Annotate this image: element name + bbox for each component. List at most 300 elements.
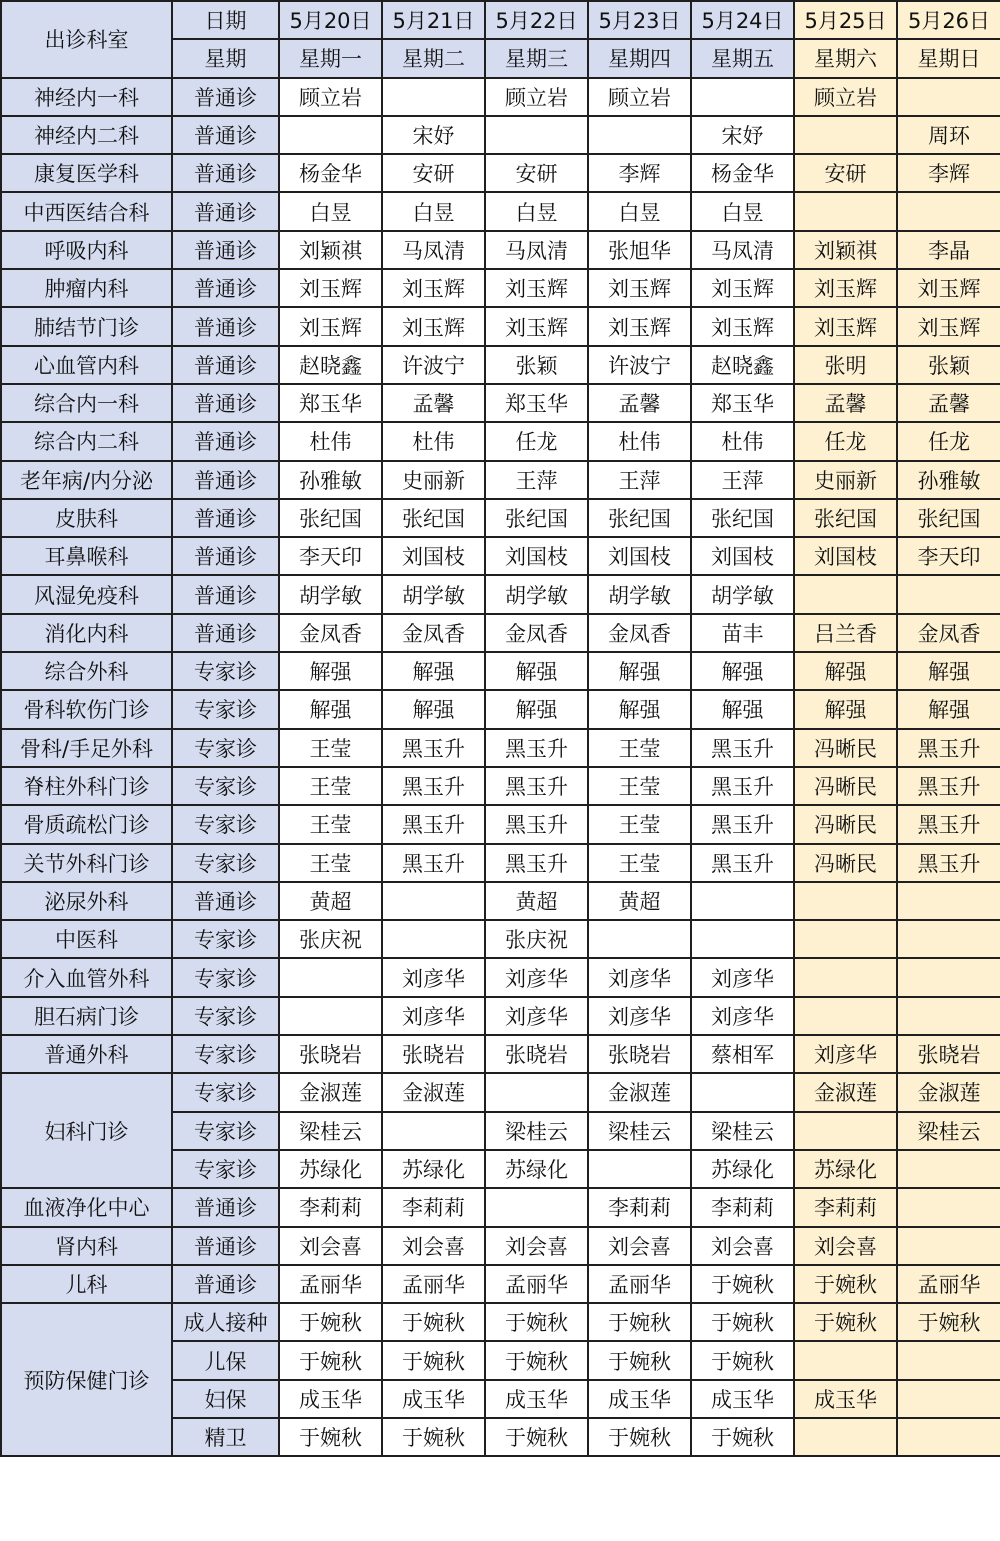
clinic-type: 普通诊 <box>172 537 279 575</box>
schedule-row <box>1 461 1000 499</box>
doctor-cell: 宋妤 <box>691 116 794 154</box>
clinic-type: 专家诊 <box>172 997 279 1035</box>
doctor-cell: 于婉秋 <box>382 1341 485 1379</box>
doctor-cell: 刘玉辉 <box>794 269 897 307</box>
doctor-cell: 刘彦华 <box>485 997 588 1035</box>
doctor-cell <box>794 1112 897 1150</box>
doctor-cell: 于婉秋 <box>794 1265 897 1303</box>
doctor-cell: 于婉秋 <box>279 1418 382 1456</box>
doctor-cell: 许波宁 <box>588 346 691 384</box>
doctor-cell: 解强 <box>897 652 1000 690</box>
department-name: 预防保健门诊 <box>1 1303 172 1456</box>
department-name: 妇科门诊 <box>1 1073 172 1188</box>
doctor-cell: 黑玉升 <box>897 844 1000 882</box>
doctor-cell <box>794 997 897 1035</box>
doctor-cell: 王萍 <box>485 461 588 499</box>
doctor-cell: 安研 <box>485 154 588 192</box>
doctor-cell: 孟馨 <box>382 384 485 422</box>
doctor-cell: 孟馨 <box>588 384 691 422</box>
doctor-cell: 刘玉辉 <box>485 269 588 307</box>
doctor-cell: 张庆祝 <box>279 920 382 958</box>
doctor-cell: 于婉秋 <box>485 1303 588 1341</box>
doctor-cell: 金淑莲 <box>382 1073 485 1111</box>
doctor-cell: 刘彦华 <box>691 958 794 996</box>
doctor-cell: 宋妤 <box>382 116 485 154</box>
doctor-cell <box>588 920 691 958</box>
doctor-cell: 黑玉升 <box>382 805 485 843</box>
department-name: 介入血管外科 <box>1 958 172 996</box>
doctor-cell: 解强 <box>691 652 794 690</box>
doctor-cell: 黄超 <box>279 882 382 920</box>
doctor-cell: 张纪国 <box>279 499 382 537</box>
doctor-cell: 梁桂云 <box>485 1112 588 1150</box>
doctor-cell: 孟丽华 <box>279 1265 382 1303</box>
doctor-cell: 郑玉华 <box>485 384 588 422</box>
doctor-cell: 白昱 <box>691 192 794 230</box>
doctor-cell: 于婉秋 <box>279 1303 382 1341</box>
doctor-cell: 黑玉升 <box>691 805 794 843</box>
doctor-cell: 苗丰 <box>691 614 794 652</box>
doctor-cell: 张颖 <box>485 346 588 384</box>
weekday-header: 星期四 <box>588 39 691 77</box>
doctor-cell <box>382 882 485 920</box>
doctor-cell: 张旭华 <box>588 231 691 269</box>
clinic-type: 普通诊 <box>172 614 279 652</box>
doctor-cell: 李莉莉 <box>794 1188 897 1226</box>
doctor-cell: 白昱 <box>382 192 485 230</box>
doctor-cell: 李莉莉 <box>691 1188 794 1226</box>
doctor-cell: 刘会喜 <box>485 1227 588 1265</box>
dept-column-header: 出诊科室 <box>1 1 172 78</box>
doctor-cell: 顾立岩 <box>794 78 897 116</box>
doctor-cell <box>794 1341 897 1379</box>
doctor-cell <box>485 1188 588 1226</box>
department-name: 心血管内科 <box>1 346 172 384</box>
weekday-header: 星期一 <box>279 39 382 77</box>
doctor-cell: 成玉华 <box>691 1380 794 1418</box>
doctor-cell <box>794 882 897 920</box>
doctor-cell: 蔡相军 <box>691 1035 794 1073</box>
doctor-cell: 刘国枝 <box>588 537 691 575</box>
doctor-cell: 刘颖祺 <box>279 231 382 269</box>
doctor-cell: 黑玉升 <box>897 729 1000 767</box>
schedule-row <box>1 690 1000 728</box>
doctor-cell <box>794 575 897 613</box>
department-name: 耳鼻喉科 <box>1 537 172 575</box>
doctor-cell: 解强 <box>588 652 691 690</box>
clinic-type: 普通诊 <box>172 499 279 537</box>
clinic-type: 普通诊 <box>172 346 279 384</box>
doctor-cell: 孟馨 <box>794 384 897 422</box>
doctor-cell: 张纪国 <box>897 499 1000 537</box>
doctor-cell: 黑玉升 <box>897 805 1000 843</box>
schedule-row <box>1 767 1000 805</box>
doctor-cell: 冯晰民 <box>794 805 897 843</box>
doctor-cell: 于婉秋 <box>691 1418 794 1456</box>
date-header: 5月23日 <box>588 1 691 39</box>
doctor-cell <box>897 1188 1000 1226</box>
doctor-cell: 于婉秋 <box>794 1303 897 1341</box>
doctor-cell: 刘国枝 <box>794 537 897 575</box>
doctor-cell: 王萍 <box>588 461 691 499</box>
doctor-cell: 金淑莲 <box>794 1073 897 1111</box>
weekday-header: 星期日 <box>897 39 1000 77</box>
doctor-cell: 黑玉升 <box>382 844 485 882</box>
doctor-cell: 黑玉升 <box>691 767 794 805</box>
date-header: 5月25日 <box>794 1 897 39</box>
doctor-cell <box>279 116 382 154</box>
doctor-cell: 吕兰香 <box>794 614 897 652</box>
schedule-row <box>1 920 1000 958</box>
date-label: 日期 <box>172 1 279 39</box>
doctor-cell: 孟馨 <box>897 384 1000 422</box>
department-name: 肿瘤内科 <box>1 269 172 307</box>
doctor-cell: 解强 <box>794 690 897 728</box>
date-header: 5月20日 <box>279 1 382 39</box>
doctor-cell: 张晓岩 <box>382 1035 485 1073</box>
department-name: 综合内二科 <box>1 422 172 460</box>
doctor-cell: 刘玉辉 <box>897 307 1000 345</box>
doctor-cell: 解强 <box>897 690 1000 728</box>
doctor-cell: 安研 <box>794 154 897 192</box>
doctor-cell: 冯晰民 <box>794 729 897 767</box>
doctor-cell: 解强 <box>382 652 485 690</box>
doctor-cell: 刘彦华 <box>485 958 588 996</box>
schedule-row <box>1 537 1000 575</box>
department-name: 中西医结合科 <box>1 192 172 230</box>
doctor-cell: 梁桂云 <box>279 1112 382 1150</box>
doctor-cell: 梁桂云 <box>897 1112 1000 1150</box>
clinic-type: 精卫 <box>172 1418 279 1456</box>
schedule-body <box>1 1 1000 1456</box>
doctor-cell: 张纪国 <box>794 499 897 537</box>
doctor-cell: 刘会喜 <box>794 1227 897 1265</box>
doctor-cell: 马凤清 <box>485 231 588 269</box>
department-name: 脊柱外科门诊 <box>1 767 172 805</box>
doctor-cell: 郑玉华 <box>691 384 794 422</box>
doctor-cell <box>897 1380 1000 1418</box>
doctor-cell: 张纪国 <box>588 499 691 537</box>
department-name: 肾内科 <box>1 1227 172 1265</box>
doctor-cell: 刘玉辉 <box>485 307 588 345</box>
doctor-cell: 刘国枝 <box>382 537 485 575</box>
doctor-cell <box>794 958 897 996</box>
doctor-cell: 任龙 <box>897 422 1000 460</box>
doctor-cell: 孟丽华 <box>382 1265 485 1303</box>
doctor-cell: 胡学敏 <box>485 575 588 613</box>
doctor-cell: 顾立岩 <box>588 78 691 116</box>
doctor-cell <box>897 78 1000 116</box>
doctor-cell: 刘玉辉 <box>794 307 897 345</box>
doctor-cell: 于婉秋 <box>279 1341 382 1379</box>
department-name: 骨科软伤门诊 <box>1 690 172 728</box>
doctor-cell: 李天印 <box>897 537 1000 575</box>
doctor-cell: 许波宁 <box>382 346 485 384</box>
doctor-cell: 王莹 <box>279 844 382 882</box>
doctor-cell <box>279 958 382 996</box>
doctor-cell: 王莹 <box>588 844 691 882</box>
schedule-row <box>1 729 1000 767</box>
date-header: 5月22日 <box>485 1 588 39</box>
doctor-cell: 刘彦华 <box>691 997 794 1035</box>
doctor-cell: 杜伟 <box>382 422 485 460</box>
doctor-cell: 刘彦华 <box>588 997 691 1035</box>
doctor-cell: 张颖 <box>897 346 1000 384</box>
doctor-cell: 成玉华 <box>794 1380 897 1418</box>
doctor-cell: 王莹 <box>588 767 691 805</box>
doctor-cell <box>382 1112 485 1150</box>
doctor-cell: 赵晓鑫 <box>691 346 794 384</box>
schedule-row <box>1 882 1000 920</box>
clinic-type: 专家诊 <box>172 844 279 882</box>
doctor-cell: 王莹 <box>588 729 691 767</box>
doctor-cell: 于婉秋 <box>485 1341 588 1379</box>
doctor-cell: 黑玉升 <box>382 767 485 805</box>
schedule-row <box>1 1188 1000 1226</box>
doctor-cell: 于婉秋 <box>382 1418 485 1456</box>
department-name: 胆石病门诊 <box>1 997 172 1035</box>
doctor-cell: 杜伟 <box>588 422 691 460</box>
clinic-type: 成人接种 <box>172 1303 279 1341</box>
date-header: 5月26日 <box>897 1 1000 39</box>
doctor-cell: 周环 <box>897 116 1000 154</box>
doctor-cell <box>794 192 897 230</box>
department-name: 老年病/内分泌 <box>1 461 172 499</box>
clinic-type: 专家诊 <box>172 1035 279 1073</box>
clinic-type: 专家诊 <box>172 690 279 728</box>
schedule-row <box>1 78 1000 116</box>
doctor-cell: 马凤清 <box>691 231 794 269</box>
doctor-cell: 解强 <box>382 690 485 728</box>
doctor-cell: 黄超 <box>588 882 691 920</box>
department-name: 神经内二科 <box>1 116 172 154</box>
clinic-type: 专家诊 <box>172 767 279 805</box>
weekday-header: 星期五 <box>691 39 794 77</box>
doctor-cell: 王莹 <box>279 767 382 805</box>
doctor-cell <box>794 1418 897 1456</box>
header-date-row <box>1 1 1000 39</box>
schedule-row <box>1 1227 1000 1265</box>
doctor-cell: 白昱 <box>279 192 382 230</box>
doctor-cell: 于婉秋 <box>897 1303 1000 1341</box>
doctor-cell: 杨金华 <box>279 154 382 192</box>
department-name: 骨质疏松门诊 <box>1 805 172 843</box>
clinic-type: 普通诊 <box>172 154 279 192</box>
doctor-cell <box>897 882 1000 920</box>
doctor-cell: 李晶 <box>897 231 1000 269</box>
schedule-row <box>1 614 1000 652</box>
doctor-cell: 李莉莉 <box>382 1188 485 1226</box>
doctor-cell: 刘玉辉 <box>691 269 794 307</box>
doctor-cell: 杨金华 <box>691 154 794 192</box>
doctor-cell: 冯晰民 <box>794 844 897 882</box>
doctor-cell: 刘玉辉 <box>897 269 1000 307</box>
doctor-cell: 史丽新 <box>382 461 485 499</box>
schedule-row <box>1 1303 1000 1341</box>
doctor-cell: 黄超 <box>485 882 588 920</box>
doctor-cell <box>897 958 1000 996</box>
doctor-cell: 于婉秋 <box>691 1303 794 1341</box>
department-name: 关节外科门诊 <box>1 844 172 882</box>
doctor-cell: 梁桂云 <box>691 1112 794 1150</box>
clinic-type: 专家诊 <box>172 652 279 690</box>
doctor-cell <box>279 997 382 1035</box>
clinic-type: 普通诊 <box>172 78 279 116</box>
doctor-cell <box>794 920 897 958</box>
doctor-cell: 于婉秋 <box>485 1418 588 1456</box>
clinic-type: 普通诊 <box>172 116 279 154</box>
doctor-cell: 黑玉升 <box>485 767 588 805</box>
doctor-cell: 苏绿化 <box>691 1150 794 1188</box>
doctor-cell: 李辉 <box>897 154 1000 192</box>
department-name: 普通外科 <box>1 1035 172 1073</box>
doctor-cell: 任龙 <box>794 422 897 460</box>
doctor-cell: 张明 <box>794 346 897 384</box>
doctor-cell: 胡学敏 <box>691 575 794 613</box>
doctor-cell: 顾立岩 <box>279 78 382 116</box>
doctor-cell: 白昱 <box>588 192 691 230</box>
doctor-cell: 金凤香 <box>279 614 382 652</box>
clinic-type: 普通诊 <box>172 269 279 307</box>
weekday-header: 星期二 <box>382 39 485 77</box>
doctor-cell: 史丽新 <box>794 461 897 499</box>
schedule-row <box>1 1073 1000 1111</box>
department-name: 呼吸内科 <box>1 231 172 269</box>
doctor-cell <box>588 1150 691 1188</box>
department-name: 中医科 <box>1 920 172 958</box>
clinic-type: 普通诊 <box>172 1227 279 1265</box>
doctor-cell: 金淑莲 <box>588 1073 691 1111</box>
schedule-row <box>1 1265 1000 1303</box>
doctor-cell: 张晓岩 <box>279 1035 382 1073</box>
clinic-type: 普通诊 <box>172 461 279 499</box>
doctor-cell <box>382 920 485 958</box>
doctor-cell: 胡学敏 <box>382 575 485 613</box>
department-name: 消化内科 <box>1 614 172 652</box>
doctor-cell <box>897 1341 1000 1379</box>
doctor-cell: 黑玉升 <box>897 767 1000 805</box>
doctor-cell: 刘玉辉 <box>691 307 794 345</box>
doctor-cell: 李辉 <box>588 154 691 192</box>
doctor-cell <box>691 882 794 920</box>
doctor-cell: 刘玉辉 <box>382 269 485 307</box>
department-name: 肺结节门诊 <box>1 307 172 345</box>
clinic-type: 专家诊 <box>172 1112 279 1150</box>
schedule-row <box>1 652 1000 690</box>
doctor-cell: 王莹 <box>279 805 382 843</box>
schedule-row <box>1 192 1000 230</box>
doctor-cell: 苏绿化 <box>485 1150 588 1188</box>
doctor-cell: 苏绿化 <box>279 1150 382 1188</box>
date-header: 5月24日 <box>691 1 794 39</box>
doctor-cell: 刘国枝 <box>485 537 588 575</box>
clinic-type: 普通诊 <box>172 307 279 345</box>
doctor-cell: 苏绿化 <box>794 1150 897 1188</box>
doctor-cell <box>588 116 691 154</box>
doctor-cell: 于婉秋 <box>691 1341 794 1379</box>
doctor-cell <box>897 575 1000 613</box>
doctor-cell <box>897 192 1000 230</box>
doctor-cell: 刘会喜 <box>382 1227 485 1265</box>
clinic-type: 专家诊 <box>172 920 279 958</box>
schedule-row <box>1 116 1000 154</box>
doctor-cell <box>897 1227 1000 1265</box>
clinic-type: 专家诊 <box>172 1073 279 1111</box>
schedule-row <box>1 307 1000 345</box>
doctor-cell: 赵晓鑫 <box>279 346 382 384</box>
doctor-cell: 王莹 <box>588 805 691 843</box>
schedule-row <box>1 997 1000 1035</box>
department-name: 综合外科 <box>1 652 172 690</box>
doctor-cell: 孟丽华 <box>897 1265 1000 1303</box>
doctor-cell: 解强 <box>691 690 794 728</box>
clinic-type: 普通诊 <box>172 384 279 422</box>
clinic-type: 普通诊 <box>172 882 279 920</box>
doctor-cell <box>691 78 794 116</box>
doctor-cell: 于婉秋 <box>382 1303 485 1341</box>
doctor-cell: 刘国枝 <box>691 537 794 575</box>
doctor-cell: 梁桂云 <box>588 1112 691 1150</box>
doctor-cell: 成玉华 <box>279 1380 382 1418</box>
doctor-cell: 成玉华 <box>588 1380 691 1418</box>
doctor-cell: 任龙 <box>485 422 588 460</box>
doctor-cell: 刘玉辉 <box>588 269 691 307</box>
clinic-type: 妇保 <box>172 1380 279 1418</box>
schedule-row <box>1 269 1000 307</box>
schedule-row <box>1 154 1000 192</box>
department-name: 综合内一科 <box>1 384 172 422</box>
department-name: 儿科 <box>1 1265 172 1303</box>
schedule-row <box>1 231 1000 269</box>
clinic-type: 普通诊 <box>172 192 279 230</box>
doctor-cell: 金淑莲 <box>897 1073 1000 1111</box>
clinic-type: 普通诊 <box>172 231 279 269</box>
department-name: 血液净化中心 <box>1 1188 172 1226</box>
doctor-cell: 金凤香 <box>485 614 588 652</box>
doctor-cell: 解强 <box>588 690 691 728</box>
doctor-cell: 杜伟 <box>691 422 794 460</box>
doctor-cell <box>691 1073 794 1111</box>
clinic-type: 普通诊 <box>172 575 279 613</box>
schedule-row <box>1 384 1000 422</box>
doctor-cell <box>897 920 1000 958</box>
doctor-cell: 孙雅敏 <box>897 461 1000 499</box>
department-name: 骨科/手足外科 <box>1 729 172 767</box>
doctor-cell: 刘会喜 <box>279 1227 382 1265</box>
clinic-type: 专家诊 <box>172 958 279 996</box>
department-name: 风湿免疫科 <box>1 575 172 613</box>
doctor-cell: 金凤香 <box>382 614 485 652</box>
doctor-cell <box>897 1418 1000 1456</box>
doctor-cell: 刘彦华 <box>382 997 485 1035</box>
doctor-cell <box>691 920 794 958</box>
doctor-cell: 孟丽华 <box>485 1265 588 1303</box>
doctor-cell: 安研 <box>382 154 485 192</box>
doctor-cell: 刘玉辉 <box>382 307 485 345</box>
doctor-cell: 黑玉升 <box>382 729 485 767</box>
doctor-cell <box>897 997 1000 1035</box>
doctor-cell: 黑玉升 <box>485 844 588 882</box>
schedule-row <box>1 958 1000 996</box>
doctor-cell: 刘玉辉 <box>279 307 382 345</box>
clinic-type: 普通诊 <box>172 422 279 460</box>
doctor-cell: 黑玉升 <box>691 729 794 767</box>
doctor-cell: 刘玉辉 <box>279 269 382 307</box>
schedule-row <box>1 422 1000 460</box>
doctor-cell <box>897 1150 1000 1188</box>
department-name: 神经内一科 <box>1 78 172 116</box>
doctor-cell: 郑玉华 <box>279 384 382 422</box>
